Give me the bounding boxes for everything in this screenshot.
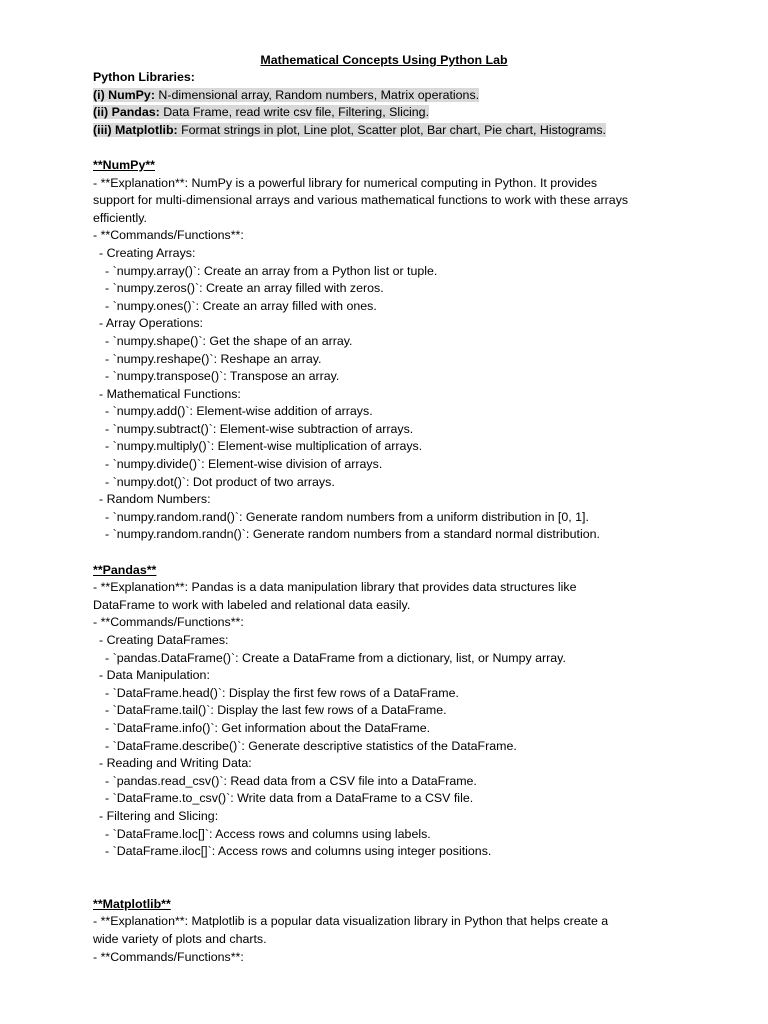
commands-label: - **Commands/Functions**: — [93, 949, 244, 964]
group-name: - Creating DataFrames: — [99, 633, 229, 647]
function-item: - `numpy.shape()`: Get the shape of an array. — [105, 333, 353, 348]
function-item: - `DataFrame.describe()`: Generate descriptive statistics of the DataFrame. — [105, 738, 517, 753]
library-item — [93, 104, 693, 122]
function-item: - `numpy.random.rand()`: Generate random numbers from a uniform distribution in [0, 1]. — [105, 509, 589, 524]
library-item — [93, 122, 693, 140]
function-item: - `DataFrame.to_csv()`: Write data from a DataFrame to a CSV file. — [105, 791, 474, 806]
function-item: - `numpy.random.randn()`: Generate random numbers from a standard normal distribution. — [105, 527, 600, 542]
library-label: (ii) Pandas: — [93, 105, 160, 120]
spacer — [93, 544, 693, 562]
library-label: (iii) Matplotlib: — [93, 122, 178, 137]
library-text: N-dimensional array, Random numbers, Matrix operations. — [154, 87, 480, 102]
group-name: - Data Manipulation: — [99, 668, 210, 683]
function-item: - `DataFrame.loc[]`: Access rows and columns using labels. — [105, 826, 431, 841]
function-item: - `numpy.array()`: Create an array from a Python list or tuple. — [105, 263, 438, 278]
function-item: - `numpy.transpose()`: Transpose an array. — [105, 369, 340, 384]
function-item: - `numpy.multiply()`: Element-wise multiplication of arrays. — [105, 439, 423, 454]
function-item: - `DataFrame.head()`: Display the first few rows of a DataFrame. — [105, 685, 459, 700]
explanation-line: wide variety of plots and charts. — [93, 931, 267, 946]
function-item: - `numpy.add()`: Element-wise addition of arrays. — [105, 404, 373, 419]
function-item: - `pandas.read_csv()`: Read data from a CSV file into a DataFrame. — [105, 773, 477, 788]
explanation-line: support for multi-dimensional arrays and various mathematical functions to work with these arrays — [93, 193, 629, 208]
library-item — [93, 87, 693, 105]
library-text: Format strings in plot, Line plot, Scatter plot, Bar chart, Pie chart, Histograms. — [177, 122, 606, 137]
commands-label: - **Commands/Functions**: — [93, 228, 244, 243]
explanation-line: efficiently. — [93, 210, 147, 225]
explanation-line: - **Explanation**: Matplotlib is a popular data visualization library in Python that helps create a — [93, 914, 609, 929]
library-text: Data Frame, read write csv file, Filtering, Slicing. — [159, 105, 430, 120]
group-name: - Mathematical Functions: — [99, 386, 241, 401]
function-item: - `numpy.reshape()`: Reshape an array. — [105, 351, 322, 366]
explanation-line: - **Explanation**: Pandas is a data manipulation library that provides data structures like — [93, 580, 577, 595]
group-name: - Filtering and Slicing: — [99, 808, 219, 823]
pandas-heading: **Pandas** — [93, 562, 157, 577]
document-page — [93, 51, 693, 966]
page-title: Mathematical Concepts Using Python Lab — [260, 53, 508, 67]
group-name: - Random Numbers: — [99, 492, 211, 507]
function-item: - `DataFrame.info()`: Get information about the DataFrame. — [105, 720, 431, 735]
matplotlib-heading: **Matplotlib** — [93, 896, 171, 911]
function-item: - `DataFrame.tail()`: Display the last few rows of a DataFrame. — [105, 703, 447, 718]
library-label: (i) NumPy: — [93, 87, 155, 102]
function-item: - `DataFrame.iloc[]`: Access rows and columns using integer positions. — [105, 844, 492, 859]
commands-label: - **Commands/Functions**: — [93, 615, 244, 630]
function-item: - `pandas.DataFrame()`: Create a DataFrame from a dictionary, list, or Numpy array. — [105, 650, 566, 665]
explanation-line: DataFrame to work with labeled and relational data easily. — [93, 597, 411, 612]
group-name: - Creating Arrays: — [99, 245, 196, 260]
numpy-heading: **NumPy** — [93, 157, 155, 172]
explanation-line: - **Explanation**: NumPy is a powerful library for numerical computing in Python. It provides — [93, 175, 598, 190]
function-item: - `numpy.dot()`: Dot product of two arrays. — [105, 474, 335, 489]
spacer — [93, 139, 693, 157]
spacer — [93, 861, 693, 896]
libraries-heading: Python Libraries: — [93, 70, 195, 84]
function-item: - `numpy.divide()`: Element-wise division of arrays. — [105, 457, 383, 472]
function-item: - `numpy.ones()`: Create an array filled with ones. — [105, 298, 377, 313]
group-name: - Array Operations: — [99, 316, 203, 331]
group-name: - Reading and Writing Data: — [99, 756, 252, 771]
function-item: - `numpy.subtract()`: Element-wise subtraction of arrays. — [105, 421, 414, 436]
function-item: - `numpy.zeros()`: Create an array filled with zeros. — [105, 281, 384, 296]
